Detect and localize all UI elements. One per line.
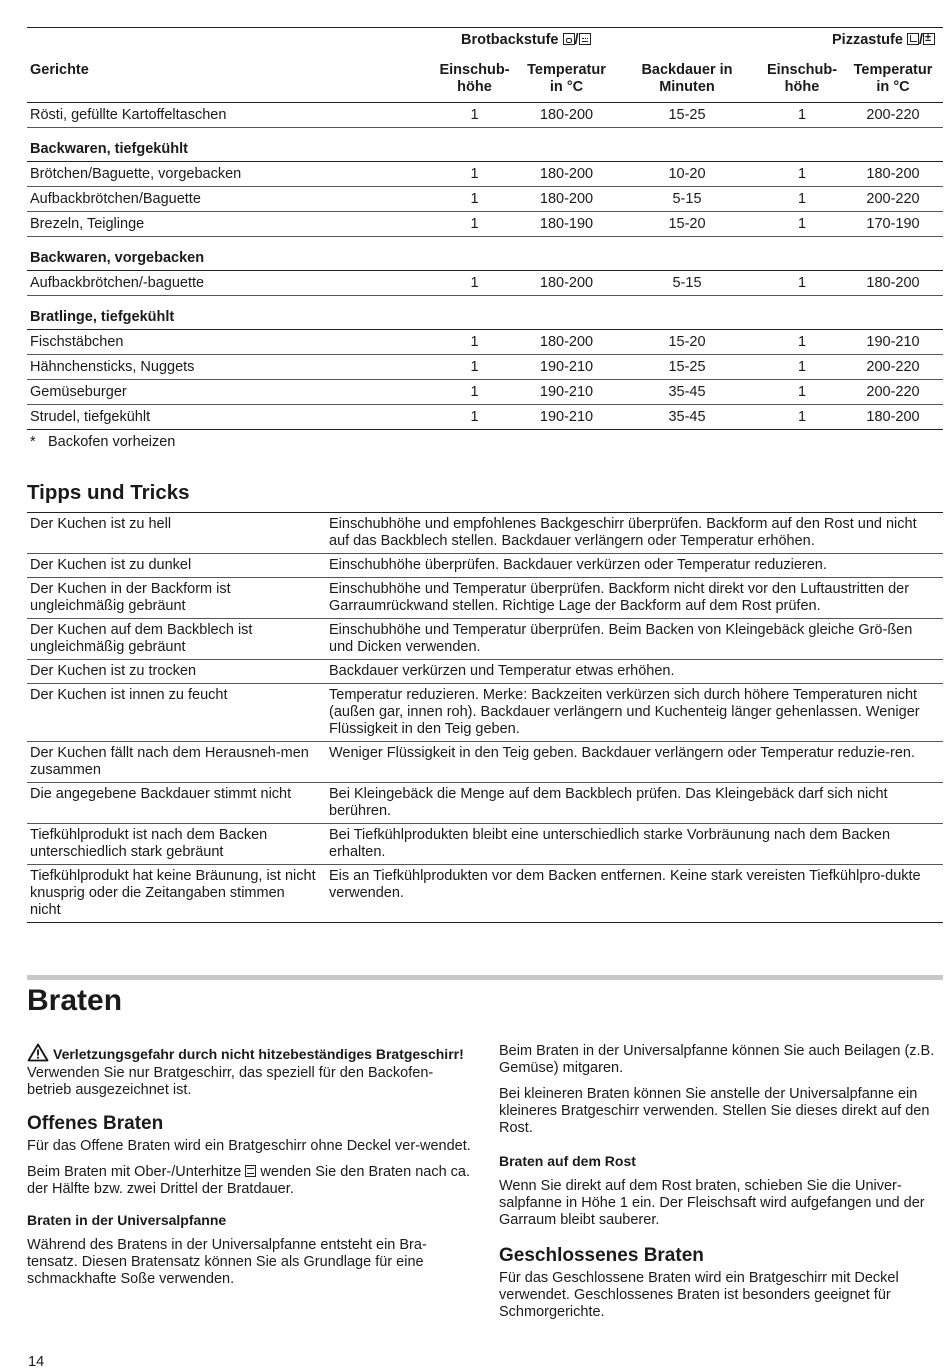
column-header-row: [27, 54, 943, 103]
cell-dish: Rösti, gefüllte Kartoffeltaschen: [27, 103, 429, 128]
tip-solution: Bei Tiefkühlprodukten bleibt eine unterschiedlich starke Vorbräunung nach dem Backen erhalten.: [329, 824, 943, 865]
cell-shelf1: 1: [429, 103, 520, 128]
cell-dish: Hähnchensticks, Nuggets: [27, 355, 429, 380]
rost-p1: Wenn Sie direkt auf dem Rost braten, schieben Sie die Univer-salpfanne in Höhe 1 ein. Der Fleischsaft wird aufgefangen und der Garraum bleibt sauberer.: [499, 1178, 925, 1228]
tip-row: [27, 513, 943, 554]
cell-time: 5-15: [613, 187, 761, 212]
cell-shelf2: 1: [761, 380, 843, 405]
cell-time: 15-20: [613, 212, 761, 237]
oven-pizza-mode-icon: [907, 33, 919, 45]
cell-time: 15-25: [613, 355, 761, 380]
col-dish: Gerichte: [27, 54, 429, 103]
tip-solution: Einschubhöhe und Temperatur überprüfen. Beim Backen von Kleingebäck gleiche Grö-ßen und Dicken verwenden.: [329, 619, 943, 660]
cell-temp1: 190-210: [520, 355, 613, 380]
tip-problem: Der Kuchen in der Backform ist ungleichmäßig gebräunt: [27, 578, 329, 619]
cell-shelf1: 1: [429, 355, 520, 380]
tip-solution: Backdauer verkürzen und Temperatur etwas erhöhen.: [329, 660, 943, 684]
cell-temp1: 180-200: [520, 271, 613, 296]
cell-time: 35-45: [613, 405, 761, 430]
braten-title: Braten: [27, 984, 123, 1017]
tip-problem: Der Kuchen fällt nach dem Herausneh-men zusammen: [27, 742, 329, 783]
cell-shelf2: 1: [761, 162, 843, 187]
tip-problem: Tiefkühlprodukt hat keine Bräunung, ist nicht knusprig oder die Zeitangaben stimmen nicht: [27, 865, 329, 923]
table-row: [27, 187, 943, 212]
cell-dish: Strudel, tiefgekühlt: [27, 405, 429, 430]
tip-solution: Bei Kleingebäck die Menge auf dem Backblech prüfen. Das Kleingebäck darf sich nicht berühren.: [329, 783, 943, 824]
cell-temp1: 190-210: [520, 405, 613, 430]
brotbackstufe-header: Brotbackstufe /: [429, 28, 761, 55]
cell-shelf2: 1: [761, 355, 843, 380]
table-row: [27, 271, 943, 296]
table-row: [27, 405, 943, 430]
right-p2: Bei kleineren Braten können Sie anstelle der Universalpfanne ein kleineres Bratgeschirr verwenden. Stellen Sie dieses direkt auf den Rost.: [499, 1086, 930, 1136]
group-header-row: [27, 28, 943, 55]
cell-temp1: 180-200: [520, 187, 613, 212]
tip-solution: Weniger Flüssigkeit in den Teig geben. Backdauer verlängern oder Temperatur reduzie-ren.: [329, 742, 943, 783]
rost-title: Braten auf dem Rost: [499, 1153, 636, 1169]
section-label: Backwaren, vorgebacken: [27, 237, 943, 271]
cell-time: 15-25: [613, 103, 761, 128]
cell-shelf1: 1: [429, 162, 520, 187]
cell-dish: Aufbackbrötchen/-baguette: [27, 271, 429, 296]
cell-dish: Fischstäbchen: [27, 330, 429, 355]
offenes-p2: Beim Braten mit Ober-/Unterhitze wenden Sie den Braten nach ca. der Hälfte bzw. zwei Drittel der Bratdauer.: [27, 1164, 471, 1197]
cell-shelf2: 1: [761, 271, 843, 296]
cell-dish: Aufbackbrötchen/Baguette: [27, 187, 429, 212]
tip-problem: Der Kuchen ist zu dunkel: [27, 554, 329, 578]
col-temp-1: Temperatur in °C: [520, 54, 613, 103]
table-row: [27, 103, 943, 128]
cell-temp1: 180-200: [520, 330, 613, 355]
tip-row: [27, 660, 943, 684]
tips-table: [27, 512, 943, 923]
cell-time: 10-20: [613, 162, 761, 187]
table-section-row: [27, 237, 943, 271]
right-p1: Beim Braten in der Universalpfanne können Sie auch Beilagen (z.B. Gemüse) mitgaren.: [499, 1043, 935, 1076]
cell-time: 35-45: [613, 380, 761, 405]
col-shelf-1: Einschub- höhe: [429, 54, 520, 103]
cell-dish: Brötchen/Baguette, vorgebacken: [27, 162, 429, 187]
cell-shelf2: 1: [761, 103, 843, 128]
tip-problem: Die angegebene Backdauer stimmt nicht: [27, 783, 329, 824]
warning-text: Verwenden Sie nur Bratgeschirr, das speziell für den Backofen-betrieb ausgezeichnet ist.: [27, 1065, 434, 1098]
tip-row: [27, 742, 943, 783]
cell-time: 5-15: [613, 271, 761, 296]
tip-problem: Der Kuchen auf dem Backblech ist ungleichmäßig gebräunt: [27, 619, 329, 660]
col-shelf-2: Einschub- höhe: [761, 54, 843, 103]
tips-title: Tipps und Tricks: [27, 481, 190, 504]
tip-solution: Einschubhöhe und empfohlenes Backgeschirr überprüfen. Backform auf den Rost und nicht auf das Backblech stellen. Backdauer verlängern oder Temperatur erhöhen.: [329, 513, 943, 554]
warning-title: Verletzungsgefahr durch nicht hitzebeständiges Bratgeschirr!: [27, 1043, 472, 1065]
tip-row: [27, 824, 943, 865]
table-section-row: [27, 296, 943, 330]
tip-solution: Einschubhöhe überprüfen. Backdauer verkürzen oder Temperatur reduzieren.: [329, 554, 943, 578]
cell-dish: Gemüseburger: [27, 380, 429, 405]
tip-row: [27, 554, 943, 578]
cell-time: 15-20: [613, 330, 761, 355]
section-label: Backwaren, tiefgekühlt: [27, 128, 943, 162]
cell-dish: Brezeln, Teiglinge: [27, 212, 429, 237]
cell-temp2: 190-210: [843, 330, 943, 355]
cell-shelf2: 1: [761, 330, 843, 355]
oven-pizza-plus-icon: [923, 33, 935, 45]
cell-shelf2: 1: [761, 212, 843, 237]
tip-problem: Der Kuchen ist zu hell: [27, 513, 329, 554]
cell-temp1: 180-200: [520, 103, 613, 128]
table-section-row: [27, 128, 943, 162]
cell-shelf1: 1: [429, 187, 520, 212]
cell-temp1: 180-200: [520, 162, 613, 187]
page: [27, 0, 943, 923]
offenes-p1: Für das Offene Braten wird ein Bratgeschirr ohne Deckel ver-wendet.: [27, 1138, 471, 1154]
cell-temp2: 200-220: [843, 380, 943, 405]
cell-temp2: 200-220: [843, 187, 943, 212]
top-bottom-heat-icon: [245, 1165, 256, 1177]
col-time: Backdauer in Minuten: [613, 54, 761, 103]
cell-shelf1: 1: [429, 380, 520, 405]
cell-temp2: 200-220: [843, 355, 943, 380]
cell-shelf1: 1: [429, 212, 520, 237]
tip-solution: Eis an Tiefkühlprodukten vor dem Backen entfernen. Keine stark vereisten Tiefkühlpro-dukte verwenden.: [329, 865, 943, 923]
cell-temp1: 190-210: [520, 380, 613, 405]
universalpfanne-title: Braten in der Universalpfanne: [27, 1212, 227, 1228]
braten-left-column: [27, 1043, 472, 1297]
cell-temp2: 180-200: [843, 405, 943, 430]
footnote: * Backofen vorheizen: [30, 434, 176, 450]
tip-row: [27, 578, 943, 619]
warning-triangle-icon: [27, 1043, 49, 1065]
cell-shelf1: 1: [429, 271, 520, 296]
tip-solution: Einschubhöhe und Temperatur überprüfen. Backform nicht direkt vor den Luftaustritten der Garraumrückwand stellen. Richtige Lage der Backform auf dem Rost prüfen.: [329, 578, 943, 619]
cell-shelf1: 1: [429, 330, 520, 355]
cell-shelf2: 1: [761, 405, 843, 430]
table-row: [27, 162, 943, 187]
table-row: [27, 212, 943, 237]
tip-solution: Temperatur reduzieren. Merke: Backzeiten verkürzen sich durch höhere Temperaturen nicht (außen gar, innen roh). Backdauer verlängern und Kuchenteig länger gehenlassen. Weniger Flüssigkeit in den Teig geben.: [329, 684, 943, 742]
pizzastufe-header: Pizzastufe /±: [761, 28, 943, 55]
baking-table: [27, 27, 943, 430]
oven-bread-mode-icon: [563, 33, 575, 45]
cell-shelf1: 1: [429, 405, 520, 430]
offenes-braten-title: Offenes Braten: [27, 1113, 164, 1134]
section-divider: [27, 975, 943, 980]
cell-temp2: 180-200: [843, 271, 943, 296]
oven-bread-bottom-icon: [579, 33, 591, 45]
tip-problem: Der Kuchen ist innen zu feucht: [27, 684, 329, 742]
geschlossenes-braten-title: Geschlossenes Braten: [499, 1245, 704, 1266]
cell-temp2: 180-200: [843, 162, 943, 187]
cell-temp2: 170-190: [843, 212, 943, 237]
braten-right-column: [499, 1043, 944, 1330]
tip-row: [27, 684, 943, 742]
table-row: [27, 355, 943, 380]
tip-row: [27, 619, 943, 660]
tip-problem: Tiefkühlprodukt ist nach dem Backen unterschiedlich stark gebräunt: [27, 824, 329, 865]
cell-temp2: 200-220: [843, 103, 943, 128]
col-temp-2: Temperatur in °C: [843, 54, 943, 103]
cell-shelf2: 1: [761, 187, 843, 212]
table-row: [27, 380, 943, 405]
tip-row: [27, 783, 943, 824]
tip-row: [27, 865, 943, 923]
baking-table-body: [27, 103, 943, 430]
geschlossenes-p1: Für das Geschlossene Braten wird ein Bratgeschirr mit Deckel verwendet. Geschlossenes Braten ist besonders geeignet für Schmorgerichte.: [499, 1270, 899, 1320]
table-row: [27, 330, 943, 355]
tip-problem: Der Kuchen ist zu trocken: [27, 660, 329, 684]
universalpfanne-p1: Während des Bratens in der Universalpfanne entsteht ein Bra-tensatz. Diesen Bratensatz können Sie als Grundlage für eine schmackhafte Soße verwenden.: [27, 1237, 427, 1287]
page-number: 14: [28, 1354, 45, 1370]
section-label: Bratlinge, tiefgekühlt: [27, 296, 943, 330]
cell-temp1: 180-190: [520, 212, 613, 237]
